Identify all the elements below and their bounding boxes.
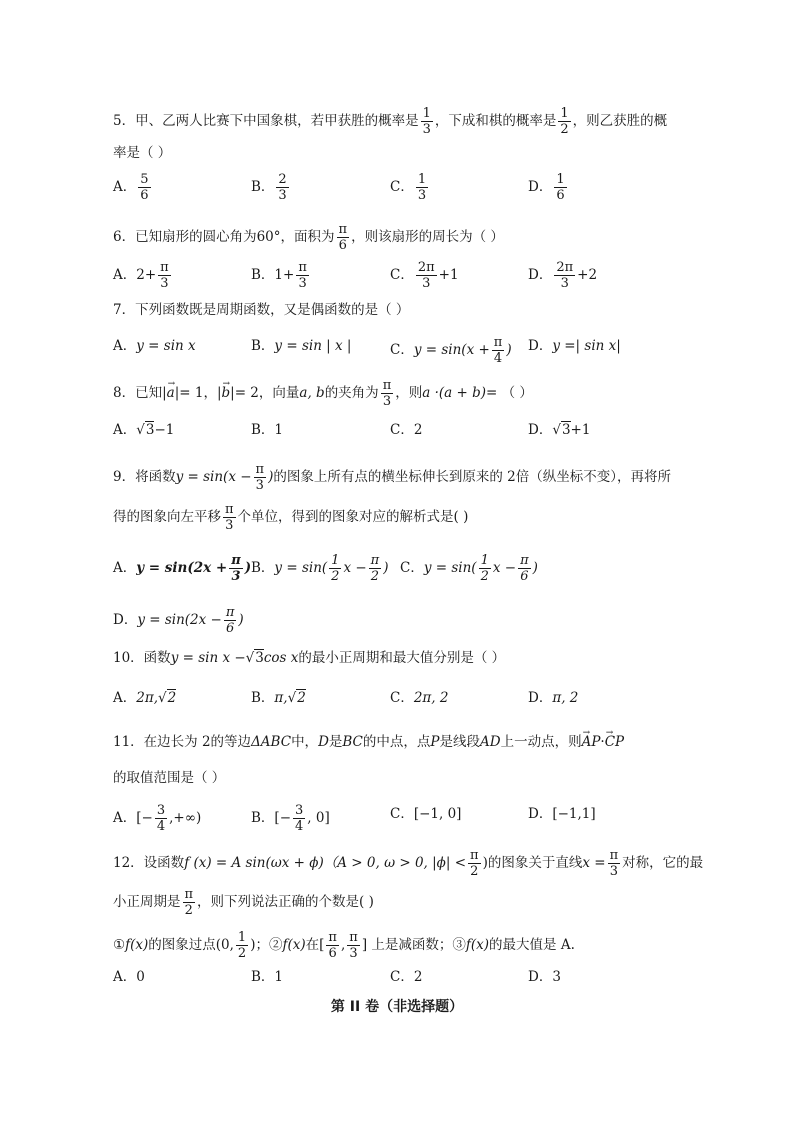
question-5-options [113, 172, 753, 203]
option-b[interactable]: B．y = sin( $\frac{1}{2}$ x − $\frac{\pi}{2}$ ) [251, 553, 389, 584]
question-11-line-1: 11．在边长为 2的等边ΔABC中，D是BC的中点，点P是线段AD上一动点，则→ AP·→ CP [113, 732, 624, 752]
question-5-line-2: 率是（ ） [113, 145, 172, 161]
option-d[interactable]: D．y =| sin x| [528, 338, 621, 354]
option-c[interactable]: C．y = sin(x + $\frac{\pi}{4}$ ) [390, 335, 512, 366]
option-c[interactable]: C．2 [390, 422, 423, 438]
option-d[interactable]: D．3 [528, 969, 561, 985]
question-10-options [113, 687, 753, 711]
option-d[interactable]: D．y = sin(2x − $\frac{\pi}{6}$ ) [113, 605, 244, 636]
question-12-options [113, 966, 753, 990]
option-b[interactable]: B．π,√2 [251, 690, 306, 706]
option-d[interactable]: D． $\frac{1}{6}$ [528, 172, 565, 203]
question-12-line-1: 12．设函数f (x) = A sin(ωx + ϕ)（A > 0, ω > 0, |ϕ| < $\frac{\pi}{2}$ )的图象关于直线x = $\frac{\pi}{3}$ 对称，它的最 [113, 848, 704, 879]
option-a[interactable]: A．2π,√2 [113, 690, 177, 706]
option-a[interactable]: A．√3−1 [113, 422, 175, 438]
question-7-options [113, 335, 753, 366]
option-a[interactable]: A．y = sin(2x + $\frac{\pi}{3}$ ) [113, 553, 252, 584]
option-b[interactable]: B．y = sin | x | [251, 338, 352, 354]
option-d[interactable]: D．√3+1 [528, 422, 591, 438]
option-a[interactable]: A．0 [113, 969, 145, 985]
option-c[interactable]: C．2 [390, 969, 423, 985]
question-7-stem: 7．下列函数既是周期函数，又是偶函数的是（ ） [113, 302, 410, 318]
question-11-options [113, 803, 753, 834]
option-b[interactable]: B．1 [251, 969, 284, 985]
option-c[interactable]: C．[−1, 0] [390, 806, 462, 822]
option-c[interactable]: C．2π, 2 [390, 690, 449, 706]
option-d[interactable]: D．π, 2 [528, 690, 579, 706]
option-b[interactable]: B． $\frac{2}{3}$ [251, 172, 287, 203]
question-5-stem-c: ，则乙获胜的概 [572, 113, 668, 129]
option-a[interactable]: A．[− $\frac{3}{4}$ ,+∞) [113, 803, 202, 834]
option-c[interactable]: C．y = sin( $\frac{1}{2}$ x − $\frac{\pi}{6}$ ) [400, 553, 538, 584]
question-9-line-2: 得的图象向左平移 $\frac{\pi}{3}$ 个单位，得到的图象对应的解析式是( ) [113, 502, 469, 533]
option-a[interactable]: A．2+ $\frac{\pi}{3}$ [113, 260, 169, 291]
question-5-stem: 5．甲、乙两人比赛下中国象棋，若甲获胜的概率是 [113, 113, 419, 129]
option-b[interactable]: B．[− $\frac{3}{4}$ , 0] [251, 803, 330, 834]
question-10-stem: 10．函数y = sin x −√3cos x的最小正周期和最大值分别是（ ） [113, 650, 506, 666]
fraction: $\frac{1}{2}$ [560, 106, 569, 137]
question-6-options [113, 260, 753, 291]
question-12-line-3: ①f(x)的图象过点(0, $\frac{1}{2}$ )；②f(x)在[ $\frac{\pi}{6}$ , $\frac{\pi}{3}$ ] 上是减函数；③f(x)的最大值是 A. [113, 930, 575, 961]
option-c[interactable]: C． $\frac{2\pi}{3}$ +1 [390, 260, 459, 291]
section-title: 第 II 卷（非选择题） [330, 999, 464, 1015]
option-d[interactable]: D．[−1,1] [528, 806, 596, 822]
option-d[interactable]: D． $\frac{2\pi}{3}$ +2 [528, 260, 598, 291]
question-8-options [113, 419, 753, 443]
question-9-options-row-1 [113, 553, 753, 584]
option-b[interactable]: B．1+ $\frac{\pi}{3}$ [251, 260, 307, 291]
option-b[interactable]: B．1 [251, 422, 284, 438]
question-12-line-2: 小正周期是 $\frac{\pi}{2}$ ，则下列说法正确的个数是( ) [113, 887, 374, 918]
question-9-options-row-2 [113, 605, 753, 636]
option-a[interactable]: A．y = sin x [113, 338, 196, 354]
question-5-line-1 [113, 106, 667, 137]
option-c[interactable]: C． $\frac{1}{3}$ [390, 172, 427, 203]
question-8-stem: 8．已知|→ a|= 1，|→ b|= 2，向量a, b的夹角为 $\frac{\pi}{3}$ ，则a ·(a + b)= （ ） [113, 378, 533, 409]
question-9-line-1: 9．将函数y = sin(x − $\frac{\pi}{3}$ )的图象上所有点的横坐标伸长到原来的 2倍（纵坐标不变），再将所 [113, 462, 672, 493]
question-5-stem-b: ，下成和棋的概率是 [434, 113, 557, 129]
question-6-stem: 6．已知扇形的圆心角为60°，面积为 $\frac{\pi}{6}$ ，则该扇形的周长为（ ） [113, 222, 504, 253]
fraction: $\frac{1}{3}$ [422, 106, 431, 137]
option-a[interactable]: A． $\frac{5}{6}$ [113, 172, 149, 203]
question-11-line-2: 的取值范围是（ ） [113, 770, 226, 786]
